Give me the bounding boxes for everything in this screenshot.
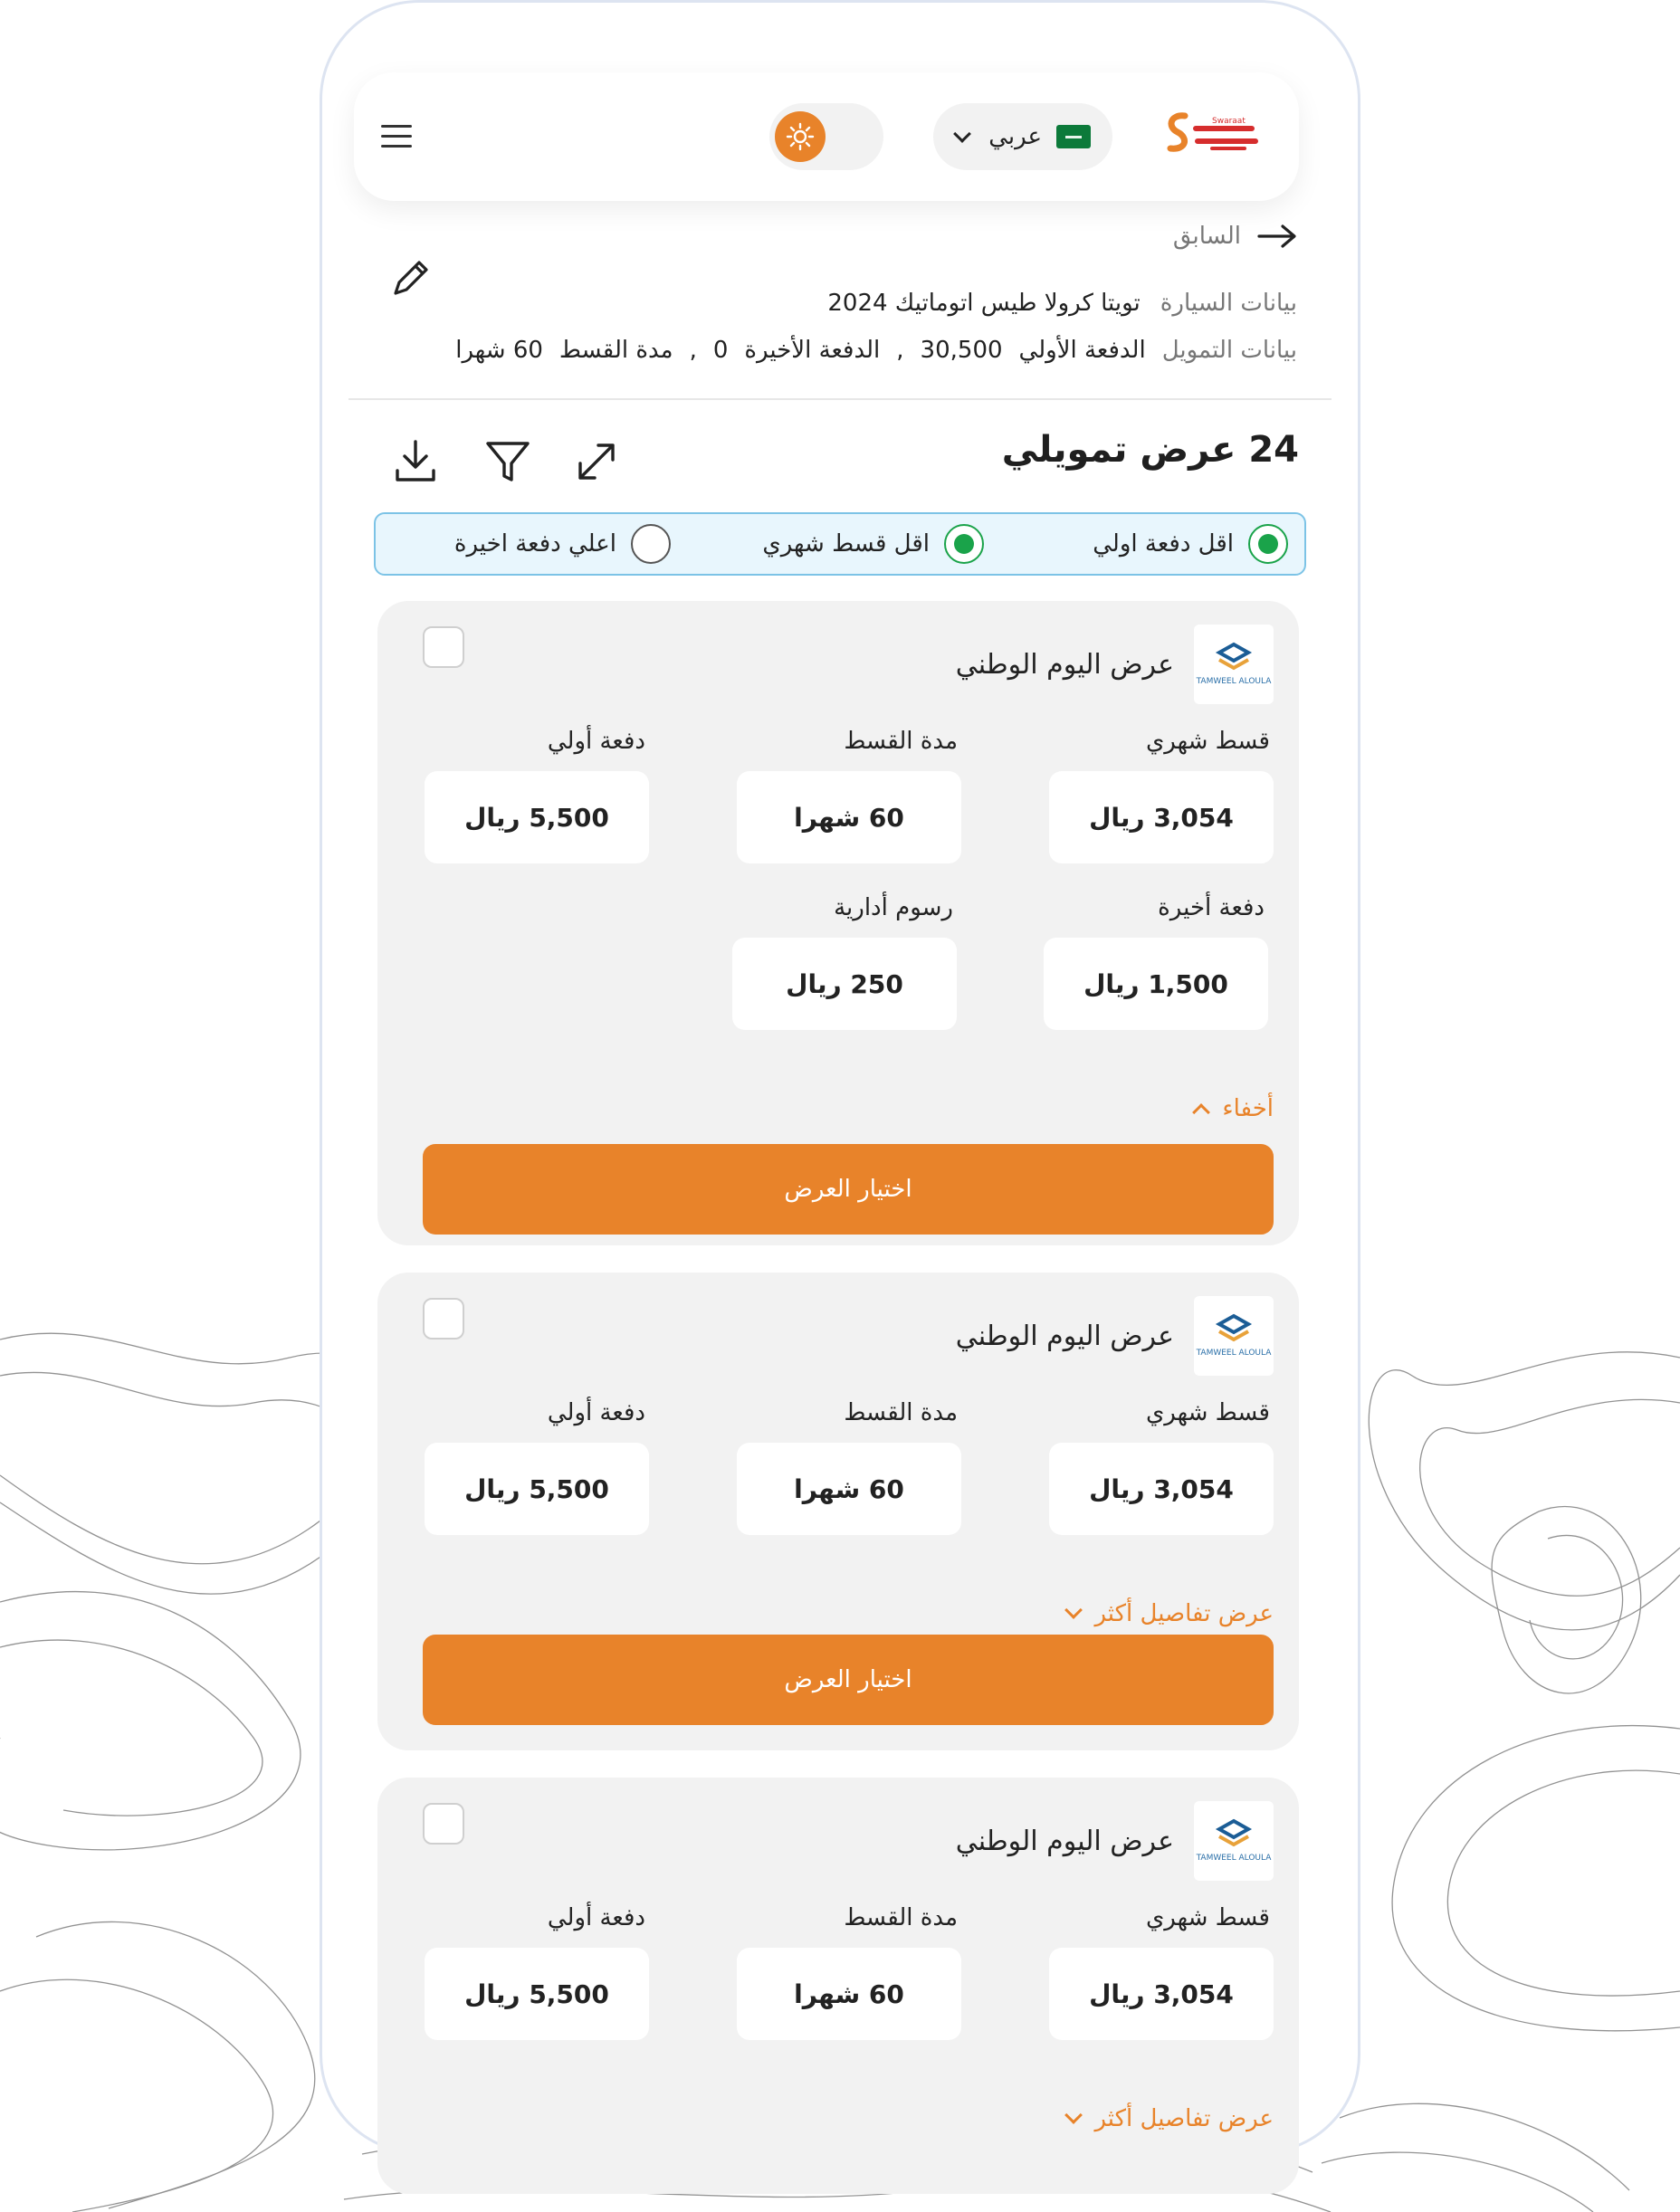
field-value: 3,054 ريال [1049, 1443, 1274, 1535]
radio-selected[interactable] [1248, 524, 1288, 564]
back-label: السابق [1172, 223, 1241, 250]
sort-lowest-monthly[interactable] [762, 524, 984, 564]
separator: , [689, 337, 697, 364]
down-payment-field [425, 728, 649, 863]
last-payment-label: الدفعة الأخيرة [744, 337, 881, 364]
expand-icon[interactable] [571, 436, 622, 487]
down-payment-value: 30,500 [920, 337, 1003, 364]
filter-icon[interactable] [482, 436, 533, 487]
choose-offer-button[interactable]: اختيار العرض [423, 1635, 1274, 1725]
field-label: مدة القسط [844, 728, 958, 755]
field-value: 60 شهرا [737, 1948, 961, 2040]
svg-text:Swaraat: Swaraat [1212, 117, 1246, 126]
chevron-down-icon [1065, 1601, 1083, 1619]
car-label: بيانات السيارة [1160, 290, 1297, 317]
duration-value: 60 شهرا [455, 337, 543, 364]
field-value: 60 شهرا [737, 1443, 961, 1535]
duration-label: مدة القسط [558, 337, 673, 364]
download-icon[interactable] [390, 436, 441, 487]
field-label: مدة القسط [844, 1904, 958, 1931]
radio-selected[interactable] [944, 524, 984, 564]
field-value: 60 شهرا [737, 771, 961, 863]
sort-options-bar [374, 512, 1306, 576]
finance-label: بيانات التمويل [1161, 337, 1297, 364]
field-label: دفعة أولي [547, 1904, 645, 1931]
last-payment-field [1044, 894, 1268, 1030]
offers-title: 24 عرض تمويلي [1001, 429, 1299, 471]
card-header [956, 1801, 1274, 1881]
separator: , [896, 337, 904, 364]
offer-title: عرض اليوم الوطني [955, 1320, 1174, 1352]
field-label: دفعة أخيرة [1158, 894, 1265, 921]
field-value: 5,500 ريال [425, 1948, 649, 2040]
offer-card [377, 601, 1299, 1245]
compare-checkbox[interactable] [423, 626, 464, 668]
show-details-toggle[interactable] [1067, 1600, 1274, 1627]
bank-logo: TAMWEEL ALOULA [1194, 1296, 1274, 1376]
car-value: تويتا كرولا طيس اتوماتيك 2024 [827, 290, 1141, 317]
sun-icon [775, 111, 826, 162]
app-screen [348, 31, 1332, 2132]
toggle-label: عرض تفاصيل أكثر [1094, 2105, 1274, 2132]
toggle-label: عرض تفاصيل أكثر [1094, 1600, 1274, 1627]
admin-fees-field [732, 894, 957, 1030]
hamburger-icon[interactable] [381, 125, 412, 155]
radio-unselected[interactable] [631, 524, 671, 564]
field-value: 5,500 ريال [425, 771, 649, 863]
pencil-icon[interactable] [388, 255, 434, 300]
compare-checkbox[interactable] [423, 1803, 464, 1845]
finance-info-row [455, 337, 1297, 364]
language-label: عربي [988, 123, 1042, 150]
offer-title: عرض اليوم الوطني [955, 1825, 1174, 1857]
monthly-field [1049, 1904, 1274, 2040]
brand-logo[interactable] [1161, 109, 1263, 163]
field-value: 3,054 ريال [1049, 1948, 1274, 2040]
car-info-row [827, 290, 1297, 317]
sort-lowest-down-payment[interactable] [1093, 524, 1288, 564]
language-selector[interactable] [933, 103, 1112, 170]
field-value: 250 ريال [732, 938, 957, 1030]
down-payment-field [425, 1904, 649, 2040]
hide-details-toggle[interactable] [1195, 1095, 1274, 1122]
field-label: قسط شهري [1145, 728, 1270, 755]
sort-label: اقل دفعة اولي [1093, 530, 1234, 558]
card-header [956, 1296, 1274, 1376]
choose-offer-button[interactable]: اختيار العرض [423, 1144, 1274, 1235]
back-link[interactable] [1173, 223, 1297, 250]
sort-label: اقل قسط شهري [762, 530, 930, 558]
monthly-field [1049, 1399, 1274, 1535]
bank-logo: TAMWEEL ALOULA [1194, 625, 1274, 704]
bank-logo: TAMWEEL ALOULA [1194, 1801, 1274, 1881]
arrow-right-icon [1257, 224, 1297, 248]
field-label: رسوم أدارية [834, 894, 953, 921]
duration-field [737, 728, 961, 863]
field-value: 1,500 ريال [1044, 938, 1268, 1030]
monthly-field [1049, 728, 1274, 863]
field-label: مدة القسط [844, 1399, 958, 1426]
top-header [354, 72, 1299, 201]
down-payment-label: الدفعة الأولي [1018, 337, 1146, 364]
sort-highest-last-payment[interactable] [454, 524, 671, 564]
last-payment-value: 0 [712, 337, 729, 364]
saudi-flag-icon [1056, 125, 1091, 148]
field-value: 3,054 ريال [1049, 771, 1274, 863]
show-details-toggle[interactable] [1067, 2105, 1274, 2132]
duration-field [737, 1399, 961, 1535]
field-label: قسط شهري [1145, 1399, 1270, 1426]
toggle-label: أخفاء [1222, 1095, 1274, 1122]
offer-title: عرض اليوم الوطني [955, 648, 1174, 681]
duration-field [737, 1904, 961, 2040]
field-label: دفعة أولي [547, 1399, 645, 1426]
sort-label: اعلي دفعة اخيرة [453, 530, 616, 558]
field-label: قسط شهري [1145, 1904, 1270, 1931]
down-payment-field [425, 1399, 649, 1535]
chevron-down-icon [1065, 2106, 1083, 2124]
chevron-up-icon [1192, 1103, 1210, 1121]
divider [348, 398, 1332, 400]
chevron-down-icon [953, 125, 971, 143]
theme-toggle[interactable] [769, 103, 883, 170]
card-header [956, 625, 1274, 704]
field-value: 5,500 ريال [425, 1443, 649, 1535]
field-label: دفعة أولي [547, 728, 645, 755]
compare-checkbox[interactable] [423, 1298, 464, 1340]
offer-card [377, 1273, 1299, 1750]
offer-card [377, 1778, 1299, 2194]
